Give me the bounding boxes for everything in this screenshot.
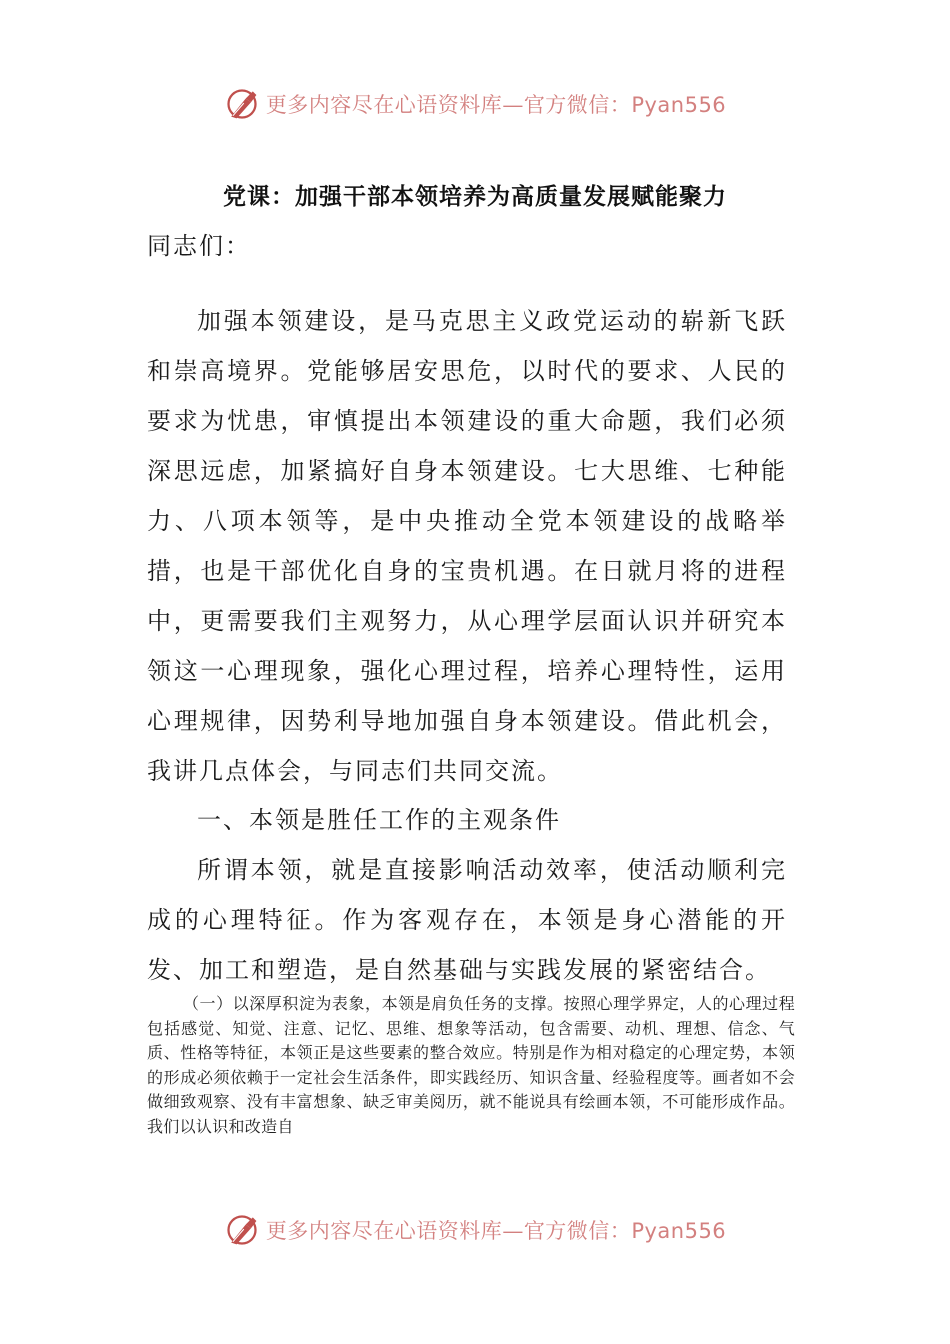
watermark-wechat-id: Pyan556 bbox=[631, 93, 727, 117]
watermark-wechat-id: Pyan556 bbox=[631, 1219, 727, 1243]
header-watermark bbox=[0, 84, 950, 124]
footer-watermark bbox=[0, 1210, 950, 1250]
section-heading: 一、本领是胜任工作的主观条件 bbox=[197, 806, 561, 834]
pen-nib-logo-icon bbox=[224, 86, 260, 122]
document-title: 党课：加强干部本领培养为高质量发展赋能聚力 bbox=[223, 184, 727, 210]
paragraph-definition: 所谓本领，就是直接影响活动效率，使活动顺利完成的心理特征。作为客观存在，本领是身心潜能的开发、加工和塑造，是自然基础与实践发展的紧密结合。 bbox=[147, 856, 787, 984]
paragraph-subsection-1: （一）以深厚积淀为表象，本领是肩负任务的支撑。按照心理学界定，人的心理过程包括感觉、知觉、注意、记忆、思维、想象等活动，包含需要、动机、理想、信念、气质、性格等特征，本领正是这些要素的整合效应。特别是作为相对稳定的心理定势，本领的形成必须依赖于一定社会生活条件，即实践经历、知识含量、经验程度等。画者如不会做细致观察、没有丰富想象、缺乏审美阅历，就不能说具有绘画本领，不可能形成作品。我们以认识和改造自 bbox=[147, 994, 795, 1136]
watermark-text: 更多内容尽在心语资料库—官方微信：Pyan556 bbox=[265, 1219, 727, 1243]
pen-nib-logo-icon bbox=[224, 1212, 260, 1248]
watermark-text: 更多内容尽在心语资料库—官方微信：Pyan556 bbox=[265, 93, 727, 117]
greeting: 同志们： bbox=[147, 232, 251, 260]
paragraph-intro: 加强本领建设，是马克思主义政党运动的崭新飞跃和崇高境界。党能够居安思危，以时代的要求、人民的要求为忧患，审慎提出本领建设的重大命题，我们必须深思远虑，加紧搞好自身本领建设。七大思维、七种能力、八项本领等，是中央推动全党本领建设的战略举措，也是干部优化自身的宝贵机遇。在日就月将的进程中，更需要我们主观努力，从心理学层面认识并研究本领这一心理现象，强化心理过程，培养心理特性，运用心理规律，因势利导地加强自身本领建设。借此机会，我讲几点体会，与同志们共同交流。 bbox=[147, 307, 787, 785]
